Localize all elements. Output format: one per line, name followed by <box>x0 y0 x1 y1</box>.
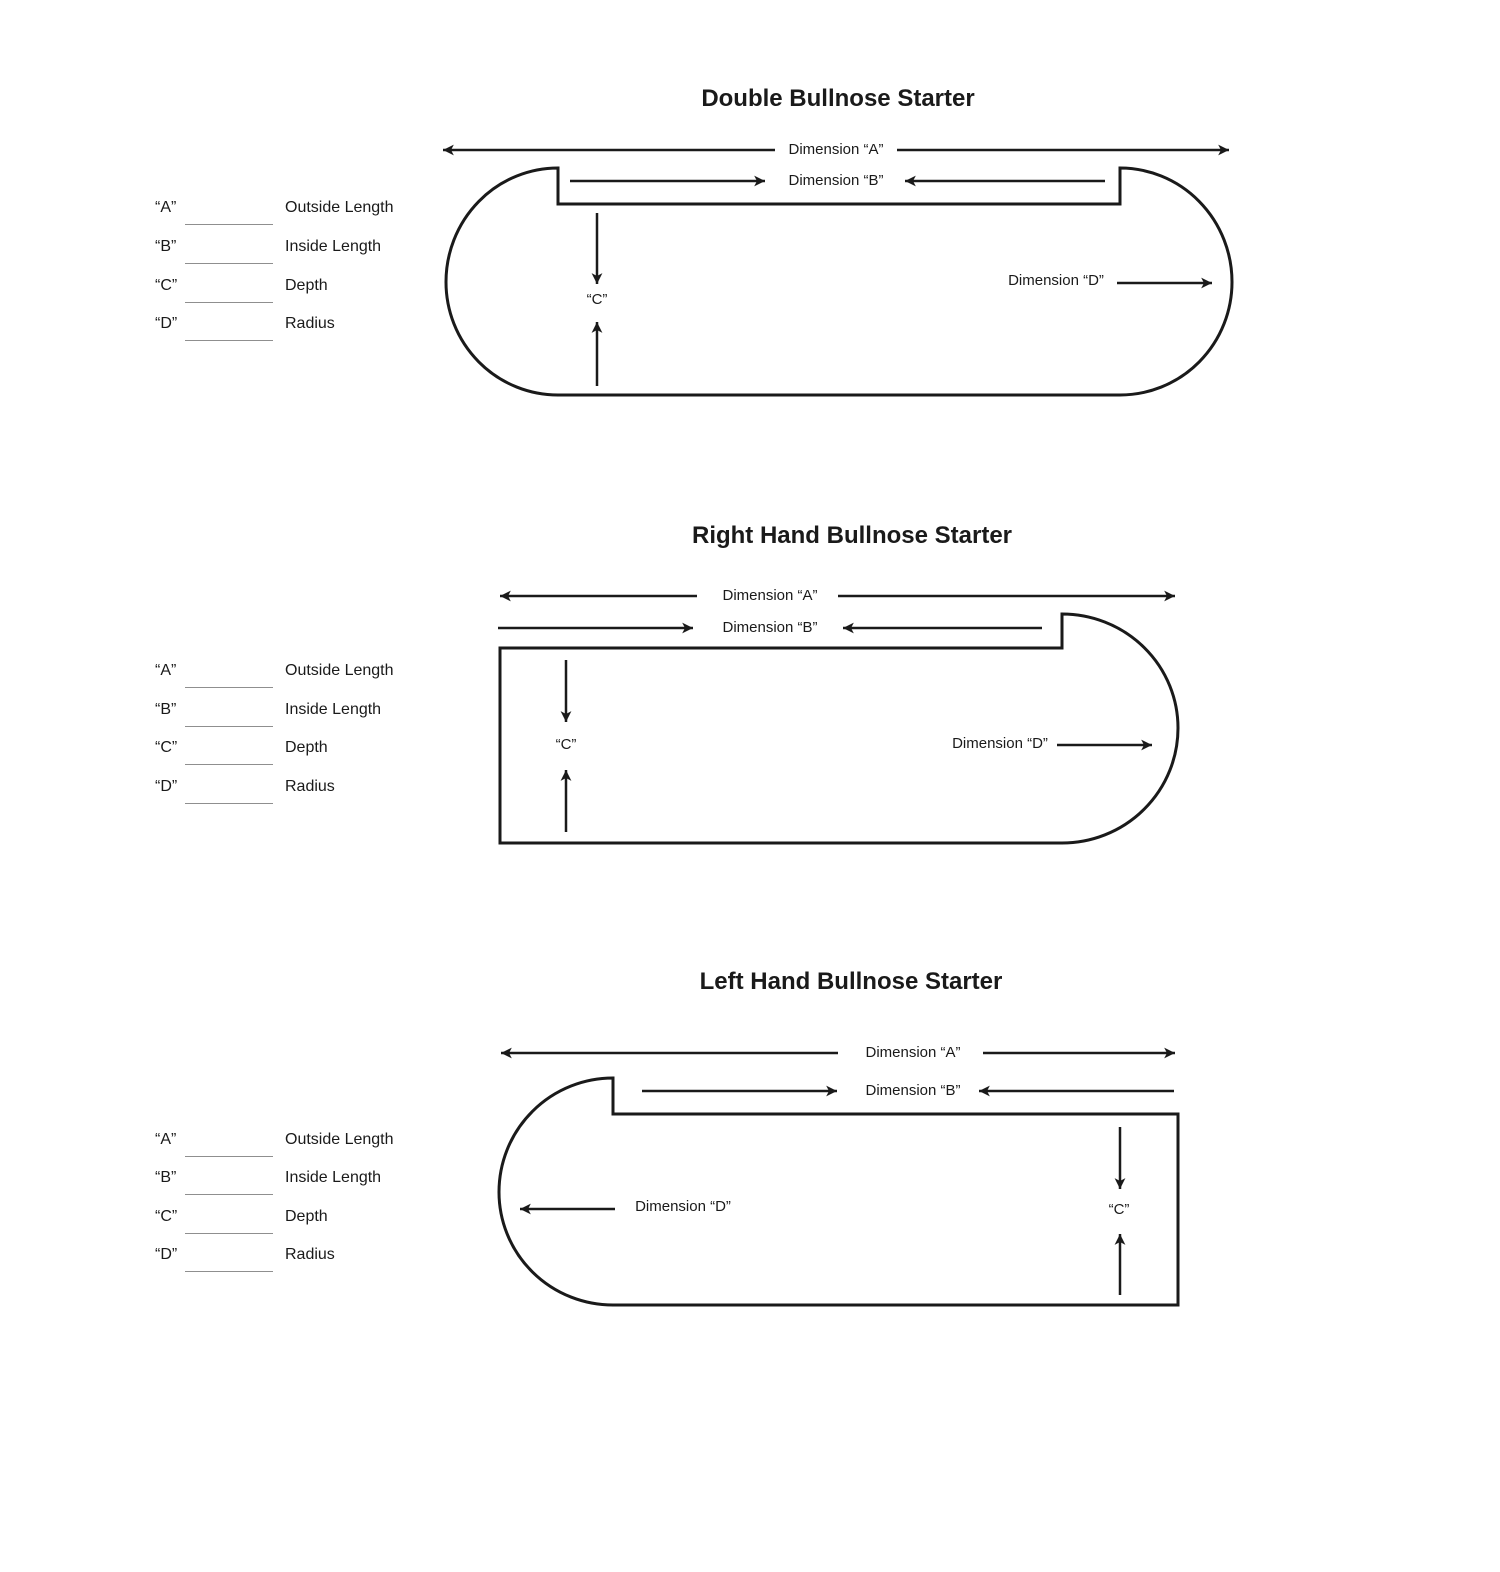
row-label: Depth <box>285 277 328 294</box>
row-label: Inside Length <box>285 1169 382 1186</box>
dimension-b-label: Dimension “B” <box>861 1081 964 1101</box>
fill-in-blank <box>185 687 273 688</box>
form-row-b <box>150 700 420 730</box>
form-row-c <box>150 1207 420 1237</box>
row-letter: “B” <box>155 238 177 255</box>
fill-in-blank <box>185 803 273 804</box>
fill-in-blank <box>185 726 273 727</box>
row-letter: “D” <box>155 778 178 795</box>
dimension-a-label: Dimension “A” <box>861 1043 964 1063</box>
form-row-a <box>150 198 420 228</box>
dimension-c-label: “C” <box>1105 1200 1134 1220</box>
row-letter: “A” <box>155 199 177 216</box>
row-letter: “C” <box>155 739 178 756</box>
row-letter: “A” <box>155 662 177 679</box>
section-title-left-hand: Left Hand Bullnose Starter <box>699 968 1003 995</box>
section-title-right-hand: Right Hand Bullnose Starter <box>691 522 1013 549</box>
fill-in-blank <box>185 340 273 341</box>
form-row-b <box>150 1168 420 1198</box>
dimension-d-label: Dimension “D” <box>948 734 1052 754</box>
row-label: Inside Length <box>285 238 382 255</box>
dimension-d-label: Dimension “D” <box>1004 271 1108 291</box>
row-letter: “C” <box>155 277 178 294</box>
row-label: Radius <box>285 1246 335 1263</box>
row-letter: “D” <box>155 1246 178 1263</box>
row-label: Outside Length <box>285 1131 394 1148</box>
row-letter: “B” <box>155 701 177 718</box>
dimension-b-label: Dimension “B” <box>784 171 887 191</box>
row-label: Inside Length <box>285 701 382 718</box>
form-row-d <box>150 314 420 344</box>
dimension-c-label: “C” <box>552 735 581 755</box>
double-bullnose-outline <box>446 168 1232 395</box>
left-hand-bullnose-outline <box>499 1078 1178 1305</box>
form-row-b <box>150 237 420 267</box>
dimension-b-label: Dimension “B” <box>718 618 821 638</box>
fill-in-blank <box>185 1233 273 1234</box>
row-letter: “A” <box>155 1131 177 1148</box>
dimension-d-label: Dimension “D” <box>631 1197 735 1217</box>
fill-in-blank <box>185 1156 273 1157</box>
row-label: Radius <box>285 778 335 795</box>
form-row-a <box>150 661 420 691</box>
row-letter: “D” <box>155 315 178 332</box>
row-label: Depth <box>285 739 328 756</box>
row-label: Outside Length <box>285 662 394 679</box>
fill-in-blank <box>185 302 273 303</box>
row-label: Outside Length <box>285 199 394 216</box>
row-label: Depth <box>285 1208 328 1225</box>
row-letter: “C” <box>155 1208 178 1225</box>
dimension-c-label: “C” <box>583 290 612 310</box>
form-row-c <box>150 738 420 768</box>
fill-in-blank <box>185 764 273 765</box>
row-letter: “B” <box>155 1169 177 1186</box>
dimension-a-label: Dimension “A” <box>784 140 887 160</box>
form-row-d <box>150 1245 420 1275</box>
fill-in-blank <box>185 263 273 264</box>
form-row-a <box>150 1130 420 1160</box>
form-row-c <box>150 276 420 306</box>
fill-in-blank <box>185 1194 273 1195</box>
form-row-d <box>150 777 420 807</box>
fill-in-blank <box>185 1271 273 1272</box>
fill-in-blank <box>185 224 273 225</box>
row-label: Radius <box>285 315 335 332</box>
dimension-a-label: Dimension “A” <box>718 586 821 606</box>
section-title-double-bullnose: Double Bullnose Starter <box>701 85 975 112</box>
right-hand-bullnose-outline <box>500 614 1178 843</box>
